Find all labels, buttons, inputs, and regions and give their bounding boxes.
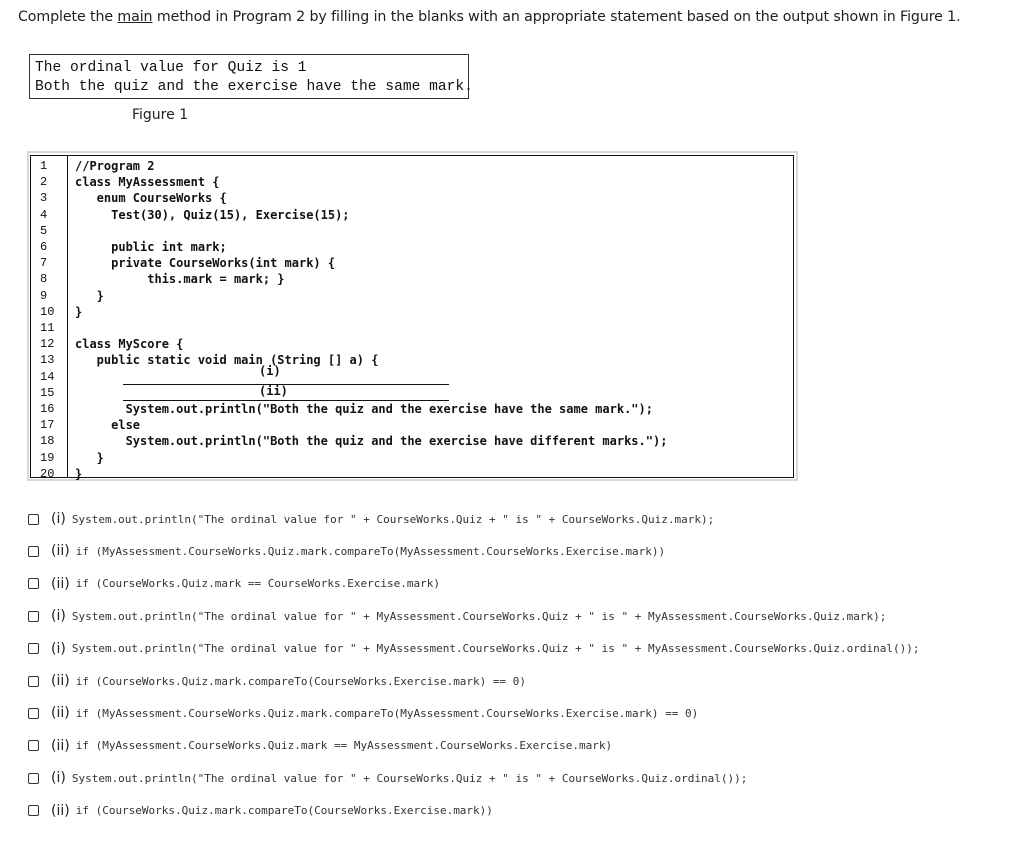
code-line: System.out.println("Both the quiz and the exercise have different marks.");	[75, 434, 668, 449]
option-checkbox[interactable]	[28, 546, 39, 557]
code-line: class MyScore {	[75, 337, 184, 352]
option-checkbox[interactable]	[28, 708, 39, 719]
figure-caption: Figure 1	[132, 107, 189, 123]
option-tag: (ii)	[51, 705, 70, 722]
line-number: 18	[40, 434, 55, 449]
line-number: 14	[40, 369, 55, 384]
line-number: 6	[40, 240, 48, 254]
code-frame	[30, 155, 794, 481]
option-tag: (i)	[51, 640, 66, 657]
answer-option[interactable]	[28, 802, 493, 820]
line-number: 17	[40, 418, 55, 433]
option-checkbox[interactable]	[28, 676, 39, 687]
question-underlined: main	[117, 9, 153, 25]
code-line: enum CourseWorks {	[75, 191, 227, 206]
option-tag: (ii)	[51, 802, 70, 819]
option-tag: (i)	[51, 608, 66, 625]
option-checkbox[interactable]	[28, 578, 39, 589]
code-line: Test(30), Quiz(15), Exercise(15);	[75, 207, 350, 222]
line-number: 11	[40, 321, 55, 335]
figure-1-output	[29, 54, 473, 99]
answer-option[interactable]	[28, 640, 920, 658]
option-code: if (CourseWorks.Quiz.mark == CourseWorks.Exercise.mark)	[75, 577, 440, 591]
option-checkbox[interactable]	[28, 773, 39, 784]
line-number: 7	[40, 256, 48, 271]
code-line: private CourseWorks(int mark) {	[75, 256, 336, 271]
answer-option[interactable]	[28, 672, 526, 690]
line-number: 13	[40, 353, 55, 368]
code-line: }	[75, 288, 104, 303]
option-checkbox[interactable]	[28, 740, 39, 751]
line-number-gutter	[31, 156, 68, 481]
line-number: 10	[40, 304, 55, 319]
line-number: 5	[40, 223, 48, 238]
answer-option[interactable]	[28, 542, 665, 560]
line-number: 1	[40, 159, 48, 173]
option-checkbox[interactable]	[28, 611, 39, 622]
line-number: 19	[40, 450, 55, 465]
line-number: 2	[40, 175, 48, 190]
option-code: if (MyAssessment.CourseWorks.Quiz.mark.compareTo(MyAssessment.CourseWorks.Exercise.mark) == 0)	[75, 706, 699, 720]
option-code: System.out.println("The ordinal value for " + MyAssessment.CourseWorks.Quiz + " is " + MyAssessment.CourseWorks.Quiz.ordinal());	[71, 642, 920, 656]
code-line: }	[75, 466, 83, 481]
option-tag: (i)	[51, 511, 66, 527]
answer-option[interactable]	[28, 769, 747, 787]
option-code: if (MyAssessment.CourseWorks.Quiz.mark == MyAssessment.CourseWorks.Exercise.mark)	[75, 739, 613, 753]
answer-option[interactable]	[28, 737, 612, 755]
line-number: 9	[40, 288, 48, 303]
option-checkbox[interactable]	[28, 805, 39, 816]
code-line: public int mark;	[75, 240, 227, 254]
code-line: public static void main (String [] a) {	[75, 353, 379, 368]
option-tag: (ii)	[51, 737, 70, 754]
output-line: Both the quiz and the exercise have the same mark.	[35, 79, 473, 95]
option-code: System.out.println("The ordinal value for " + CourseWorks.Quiz + " is " + CourseWorks.Quiz.ordinal());	[71, 771, 748, 785]
code-line: class MyAssessment {	[75, 175, 220, 190]
answer-option[interactable]	[28, 607, 886, 625]
code-line: }	[75, 450, 104, 465]
option-tag: (i)	[51, 770, 66, 787]
output-line: The ordinal value for Quiz is 1	[35, 60, 307, 76]
question-after: method in Program 2 by filling in the blanks with an appropriate statement based on the output shown in Figure 1.	[152, 9, 961, 25]
code-line: }	[75, 304, 83, 319]
line-number: 20	[40, 466, 55, 481]
option-code: System.out.println("The ordinal value for " + MyAssessment.CourseWorks.Quiz + " is " + MyAssessment.CourseWorks.Quiz.mark);	[71, 609, 887, 623]
answer-option[interactable]	[28, 510, 714, 528]
line-number: 8	[40, 272, 48, 287]
code-line: System.out.println("Both the quiz and the exercise have the same mark.");	[75, 402, 653, 416]
line-number: 15	[40, 385, 55, 400]
line-number: 12	[40, 337, 55, 352]
answer-option[interactable]	[28, 575, 440, 593]
blank-ii-label: (ii)	[259, 384, 288, 398]
blank-ii-line	[123, 400, 449, 401]
answer-option[interactable]	[28, 704, 698, 722]
question-before: Complete the	[18, 9, 118, 25]
option-code: if (CourseWorks.Quiz.mark.compareTo(CourseWorks.Exercise.mark) == 0)	[75, 674, 527, 688]
option-checkbox[interactable]	[28, 643, 39, 654]
option-code: System.out.println("The ordinal value for " + CourseWorks.Quiz + " is " + CourseWorks.Quiz.mark);	[71, 512, 715, 526]
program-2-listing	[27, 151, 798, 481]
option-tag: (ii)	[51, 673, 70, 689]
option-tag: (ii)	[51, 575, 70, 592]
option-code: if (MyAssessment.CourseWorks.Quiz.mark.compareTo(MyAssessment.CourseWorks.Exercise.mark))	[75, 544, 666, 558]
line-number: 4	[40, 207, 48, 222]
code-line: //Program 2	[75, 159, 155, 173]
question-text	[18, 9, 961, 25]
option-code: if (CourseWorks.Quiz.mark.compareTo(CourseWorks.Exercise.mark))	[75, 804, 493, 818]
code-line: else	[75, 418, 141, 433]
option-checkbox[interactable]	[28, 514, 39, 525]
blank-i-label: (i)	[259, 364, 281, 378]
line-number: 16	[40, 402, 55, 416]
line-number: 3	[40, 191, 48, 206]
option-tag: (ii)	[51, 543, 70, 560]
code-line: this.mark = mark; }	[75, 272, 285, 287]
